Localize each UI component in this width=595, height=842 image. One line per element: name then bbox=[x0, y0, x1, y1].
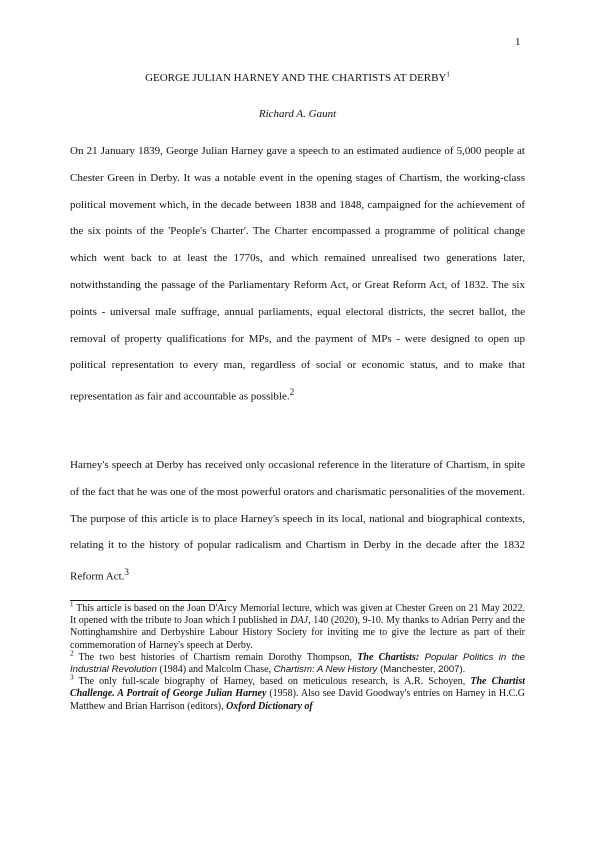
footnote-2-book-2: Chartism: A New History bbox=[273, 664, 378, 676]
body-paragraph-2 bbox=[70, 452, 525, 591]
footnote-2-text-a: The two best histories of Chartism remain Dorothy Thompson, bbox=[73, 651, 358, 663]
footnotes bbox=[70, 600, 525, 713]
footnote-1-text-b: , 140 (2020), 9-10. My thanks to Adrian Perry and the Nottinghamshire and Derbyshire Labour History Society for inviting me to give the lecture as part of their commemoration of Harney's speech at Derby. bbox=[70, 615, 525, 651]
page-number: 1 bbox=[515, 36, 521, 48]
paragraph-2-text: Harney's speech at Derby has received only occasional reference in the literature of Chartism, in spite of the fact that he was one of the most powerful orators and charismatic personalities of the movement. The purpose of this article is to place Harney's speech in its local, national and biographical contexts, relating it to the history of popular radicalism and Chartism in Derby in the decade after the 1832 Reform Act. bbox=[70, 459, 525, 583]
article-author: Richard A. Gaunt bbox=[258, 108, 337, 120]
footnote-2-text-b: (1984) and Malcolm Chase, bbox=[156, 664, 274, 676]
footnote-1-journal: DAJ bbox=[290, 615, 309, 627]
footnote-2-text-c: (Manchester, 2007). bbox=[377, 664, 466, 676]
footnote-1-number: 1 bbox=[70, 600, 74, 609]
footnote-3-book-1: The Chartist Challenge. A Portrait of George Julian Harney bbox=[70, 676, 525, 700]
footnote-2 bbox=[70, 649, 525, 676]
footnote-2-book-1-subtitle: Popular Politics in the Industrial Revolution bbox=[70, 651, 525, 676]
body-paragraph-1 bbox=[70, 138, 525, 411]
footnote-3-text-b: (1958). Also see David Goodway's entries on Harney in H.C.G Matthew and Brian Harrison (editors), bbox=[70, 688, 525, 712]
footnote-1 bbox=[70, 600, 525, 652]
footnote-3-text-a: The only full-scale biography of Harney, based on meticulous research, is A.R. Schoyen, bbox=[73, 676, 471, 688]
footnote-ref-1[interactable]: 1 bbox=[446, 70, 450, 79]
footnote-3-number: 3 bbox=[70, 673, 74, 682]
footnote-3-book-2: Oxford Dictionary of bbox=[226, 700, 313, 712]
footnote-ref-3[interactable]: 3 bbox=[124, 567, 129, 578]
footnote-separator bbox=[70, 600, 226, 601]
article-title-text: GEORGE JULIAN HARNEY AND THE CHARTISTS AT DERBY bbox=[145, 72, 447, 84]
footnote-3 bbox=[70, 673, 525, 713]
article-title bbox=[0, 72, 595, 84]
footnote-2-book-1: The Chartists: bbox=[357, 651, 420, 663]
footnote-2-number: 2 bbox=[70, 649, 74, 658]
footnote-ref-2[interactable]: 2 bbox=[289, 387, 295, 398]
footnote-1-text-a: This article is based on the Joan D'Arcy Memorial lecture, which was given at Chester Green on 21 May 2022. It opened with the tribute to Joan which I published in bbox=[70, 603, 525, 627]
paragraph-1-text: On 21 January 1839, George Julian Harney gave a speech to an estimated audience of 5,000 people at Chester Green in Derby. It was a notable event in the opening stages of Chartism, the working-class political movement which, in the decade between 1838 and 1848, campaigned for the achievement of the six points of the 'People's Charter'. The Charter encompassed a programme of political change which went back to at least the 1770s, and which remained unrealised two generations later, notwithstanding the passage of the Parliamentary Reform Act, or Great Reform Act, of 1832. The six points - universal male suffrage, annual parliaments, equal electoral districts, the secret ballot, the removal of property qualifications for MPs, and the payment of MPs - were designed to open up political representation to every man, regardless of social or economic status, and to make that representation as fair and accountable as possible. bbox=[70, 145, 525, 403]
